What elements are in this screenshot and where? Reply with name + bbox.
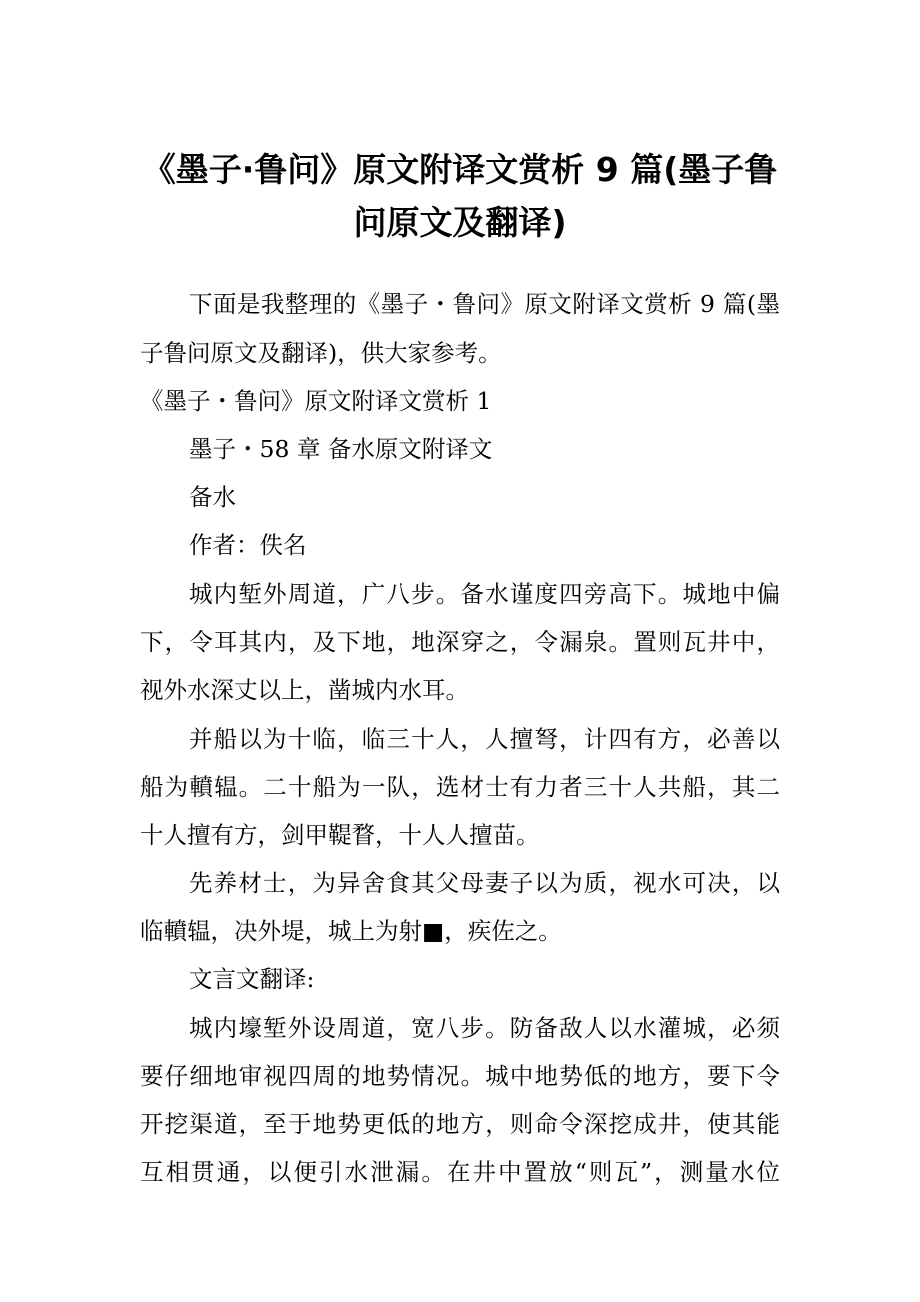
- document-title-line-2: 问原文及翻译): [353, 203, 567, 242]
- paragraph-1-line-3: 视外水深丈以上，凿城内水耳。: [140, 676, 469, 704]
- paragraph-2-line-3: 十人擅有方，剑甲鞮瞀，十人人擅苗。: [140, 821, 540, 849]
- intro-line-2: 子鲁问原文及翻译)，供大家参考。: [140, 339, 502, 367]
- translation-heading: 文言文翻译:: [189, 965, 315, 993]
- translation-line-2: 要仔细地审视四周的地势情况。城中地势低的地方，要下令: [140, 1062, 780, 1090]
- chapter-title: 备水: [189, 483, 236, 511]
- paragraph-3-line-2: 临轒辒，决外堤，城上为射■，疾佐之。: [140, 917, 562, 945]
- section-heading: 《墨子・鲁问》原文附译文赏析 1: [140, 387, 492, 415]
- author-line: 作者：佚名: [189, 531, 307, 559]
- intro-line-1: 下面是我整理的《墨子・鲁问》原文附译文赏析 9 篇(墨: [189, 290, 780, 318]
- chapter-heading: 墨子・58 章 备水原文附译文: [189, 435, 493, 463]
- document-title-line-1: 《墨子·鲁问》原文附译文赏析 9 篇(墨子鲁: [142, 150, 778, 189]
- translation-line-4: 互相贯通，以便引水泄漏。在井中置放“则瓦”，测量水位: [140, 1158, 780, 1186]
- translation-line-1: 城内壕堑外设周道，宽八步。防备敌人以水灌城，必须: [189, 1014, 780, 1042]
- paragraph-1-line-2: 下，令耳其内，及下地，地深穿之，令漏泉。置则瓦井中，: [140, 628, 780, 656]
- paragraph-2-line-2: 船为轒辒。二十船为一队，选材士有力者三十人共船，其二: [140, 773, 780, 801]
- paragraph-2-line-1: 并船以为十临，临三十人，人擅弩，计四有方，必善以: [189, 725, 780, 753]
- translation-line-3: 开挖渠道，至于地势更低的地方，则命令深挖成井，使其能: [140, 1110, 780, 1138]
- paragraph-3-line-1: 先养材士，为异舍食其父母妻子以为质，视水可决，以: [189, 869, 780, 897]
- paragraph-1-line-1: 城内堑外周道，广八步。备水谨度四旁高下。城地中偏: [189, 580, 780, 608]
